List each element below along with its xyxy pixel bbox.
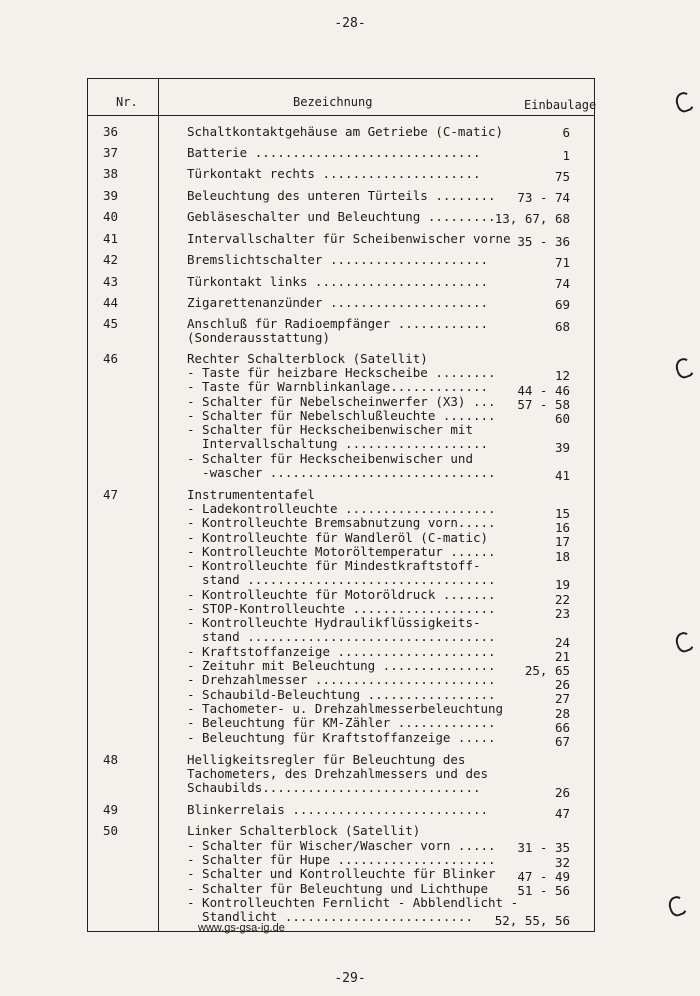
row-description: Türkontakt rechts ..................... — [187, 166, 481, 181]
row-einbaulage: 69 — [554, 297, 570, 312]
row-description: - Kontrolleuchte Hydraulikflüssigkeits- — [187, 615, 481, 630]
row-number: 50 — [103, 823, 119, 838]
row-einbaulage: 6 — [562, 125, 570, 140]
row-einbaulage: 75 — [554, 169, 570, 184]
row-description: Türkontakt links ....................... — [187, 274, 489, 289]
row-number: 39 — [103, 188, 119, 203]
row-number: 41 — [103, 231, 119, 246]
row-einbaulage: 17 — [554, 534, 570, 549]
row-einbaulage: 1 — [562, 148, 570, 163]
row-einbaulage: 32 — [554, 855, 570, 870]
row-number: 40 — [103, 209, 119, 224]
row-description: Zigarettenanzünder ..................... — [187, 295, 489, 310]
row-description: Bremslichtschalter ..................... — [187, 252, 489, 267]
row-einbaulage: 73 - 74 — [517, 190, 570, 205]
row-einbaulage: 16 — [554, 520, 570, 535]
row-number: 47 — [103, 487, 119, 502]
row-description: - Zeituhr mit Beleuchtung ............... — [187, 658, 496, 673]
row-description: - Beleuchtung für KM-Zähler ............. — [187, 715, 496, 730]
website-watermark: www.gs-gsa-ig.de — [198, 922, 285, 934]
row-description: Gebläseschalter und Beleuchtung ......... — [187, 209, 496, 224]
column-divider — [158, 79, 159, 931]
row-number: 37 — [103, 145, 119, 160]
row-number: 48 — [103, 752, 119, 767]
row-description: - Schalter für Heckscheibenwischer und — [187, 451, 473, 466]
row-number: 43 — [103, 274, 119, 289]
row-description: Intervallschalter für Scheibenwischer vorne — [187, 231, 511, 246]
row-description: - Schalter für Heckscheibenwischer mit — [187, 422, 473, 437]
row-einbaulage: 18 — [554, 549, 570, 564]
row-einbaulage: 12 — [554, 368, 570, 383]
row-description: - Kraftstoffanzeige ..................... — [187, 644, 496, 659]
row-einbaulage: 51 - 56 — [517, 883, 570, 898]
row-einbaulage: 52, 55, 56 — [494, 913, 570, 928]
row-einbaulage: 41 — [554, 468, 570, 483]
row-description: - Kontrolleuchte für Mindestkraftstoff- — [187, 558, 481, 573]
row-description: Intervallschaltung ................... — [187, 436, 489, 451]
row-description: Schaubilds............................. — [187, 780, 481, 795]
header-einbaulage: Einbaulage — [524, 98, 597, 112]
row-einbaulage: 71 — [554, 255, 570, 270]
row-einbaulage: 23 — [554, 606, 570, 621]
row-einbaulage: 28 — [554, 706, 570, 721]
row-einbaulage: 31 - 35 — [517, 840, 570, 855]
row-einbaulage: 47 - 49 — [517, 869, 570, 884]
row-description: - Ladekontrolleuchte .................... — [187, 501, 496, 516]
row-description: Linker Schalterblock (Satellit) — [187, 823, 421, 838]
row-einbaulage: 21 — [554, 649, 570, 664]
header-divider — [88, 115, 594, 116]
row-description: Tachometers, des Drehzahlmessers und des — [187, 766, 489, 781]
row-description: Instrumententafel — [187, 487, 315, 502]
row-description: - Schalter für Beleuchtung und Lichthupe — [187, 881, 489, 896]
row-einbaulage: 25, 65 — [524, 663, 570, 678]
header-nr: Nr. — [116, 95, 138, 109]
binder-hole-mark — [673, 90, 696, 115]
row-description: - Kontrolleuchte für Wandleröl (C-matic) — [187, 530, 489, 545]
header-bezeichnung: Bezeichnung — [293, 95, 373, 109]
row-number: 36 — [103, 124, 119, 139]
row-description: - Kontrolleuchte Motoröltemperatur ...... — [187, 544, 496, 559]
row-einbaulage: 60 — [554, 411, 570, 426]
page-number-bottom: -29- — [334, 971, 366, 986]
row-einbaulage: 26 — [554, 677, 570, 692]
row-number: 45 — [103, 316, 119, 331]
row-number: 38 — [103, 166, 119, 181]
row-einbaulage: 66 — [554, 720, 570, 735]
row-description: Blinkerrelais .......................... — [187, 802, 489, 817]
row-description: - Kontrolleuchten Fernlicht - Abblendlicht - — [187, 895, 519, 910]
row-description: stand ................................. — [187, 629, 496, 644]
binder-hole-mark — [673, 356, 696, 381]
row-description: - Schalter für Hupe ..................... — [187, 852, 496, 867]
row-einbaulage: 26 — [554, 785, 570, 800]
row-einbaulage: 67 — [554, 734, 570, 749]
row-einbaulage: 57 - 58 — [517, 397, 570, 412]
binder-hole-mark — [673, 630, 696, 655]
row-number: 44 — [103, 295, 119, 310]
row-description: - Kontrolleuchte für Motoröldruck ....... — [187, 587, 496, 602]
row-description: Helligkeitsregler für Beleuchtung des — [187, 752, 466, 767]
row-description: - Beleuchtung für Kraftstoffanzeige ..... — [187, 730, 496, 745]
row-einbaulage: 22 — [554, 592, 570, 607]
row-description: - Schalter für Wischer/Wascher vorn ..... — [187, 838, 496, 853]
row-description: Anschluß für Radioempfänger ............ — [187, 316, 489, 331]
page-number-top: -28- — [334, 16, 366, 31]
row-description: - Taste für Warnblinkanlage............. — [187, 379, 489, 394]
row-description: (Sonderausstattung) — [187, 330, 330, 345]
row-number: 49 — [103, 802, 119, 817]
row-number: 46 — [103, 351, 119, 366]
row-number: 42 — [103, 252, 119, 267]
row-einbaulage: 74 — [554, 276, 570, 291]
row-description: - Drehzahlmesser ........................ — [187, 672, 496, 687]
row-description: Rechter Schalterblock (Satellit) — [187, 351, 428, 366]
row-description: - Schalter für Nebelscheinwerfer (X3) ... — [187, 394, 496, 409]
row-description: Batterie .............................. — [187, 145, 481, 160]
row-einbaulage: 68 — [554, 319, 570, 334]
row-description: Schaltkontaktgehäuse am Getriebe (C-matic) — [187, 124, 504, 139]
row-einbaulage: 44 - 46 — [517, 383, 570, 398]
row-einbaulage: 24 — [554, 635, 570, 650]
row-einbaulage: 27 — [554, 691, 570, 706]
row-einbaulage: 35 - 36 — [517, 234, 570, 249]
row-description: - Kontrolleuchte Bremsabnutzung vorn..... — [187, 515, 496, 530]
row-description: - Schalter für Nebelschlußleuchte ....... — [187, 408, 496, 423]
row-einbaulage: 15 — [554, 506, 570, 521]
row-einbaulage: 39 — [554, 440, 570, 455]
row-description: - Schaubild-Beleuchtung ................. — [187, 687, 496, 702]
row-description: Standlicht ......................... — [187, 909, 473, 924]
binder-hole-mark — [666, 894, 689, 919]
row-description: - STOP-Kontrolleuchte ................... — [187, 601, 496, 616]
row-description: -wascher .............................. — [187, 465, 496, 480]
row-description: stand ................................. — [187, 572, 496, 587]
row-einbaulage: 47 — [554, 806, 570, 821]
row-description: - Schalter und Kontrolleuchte für Blinker — [187, 866, 496, 881]
row-einbaulage: 13, 67, 68 — [494, 211, 570, 226]
row-description: - Taste für heizbare Heckscheibe ........ — [187, 365, 496, 380]
row-description: - Tachometer- u. Drehzahlmesserbeleuchtung — [187, 701, 504, 716]
row-einbaulage: 19 — [554, 577, 570, 592]
row-description: Beleuchtung des unteren Türteils ........ — [187, 188, 496, 203]
